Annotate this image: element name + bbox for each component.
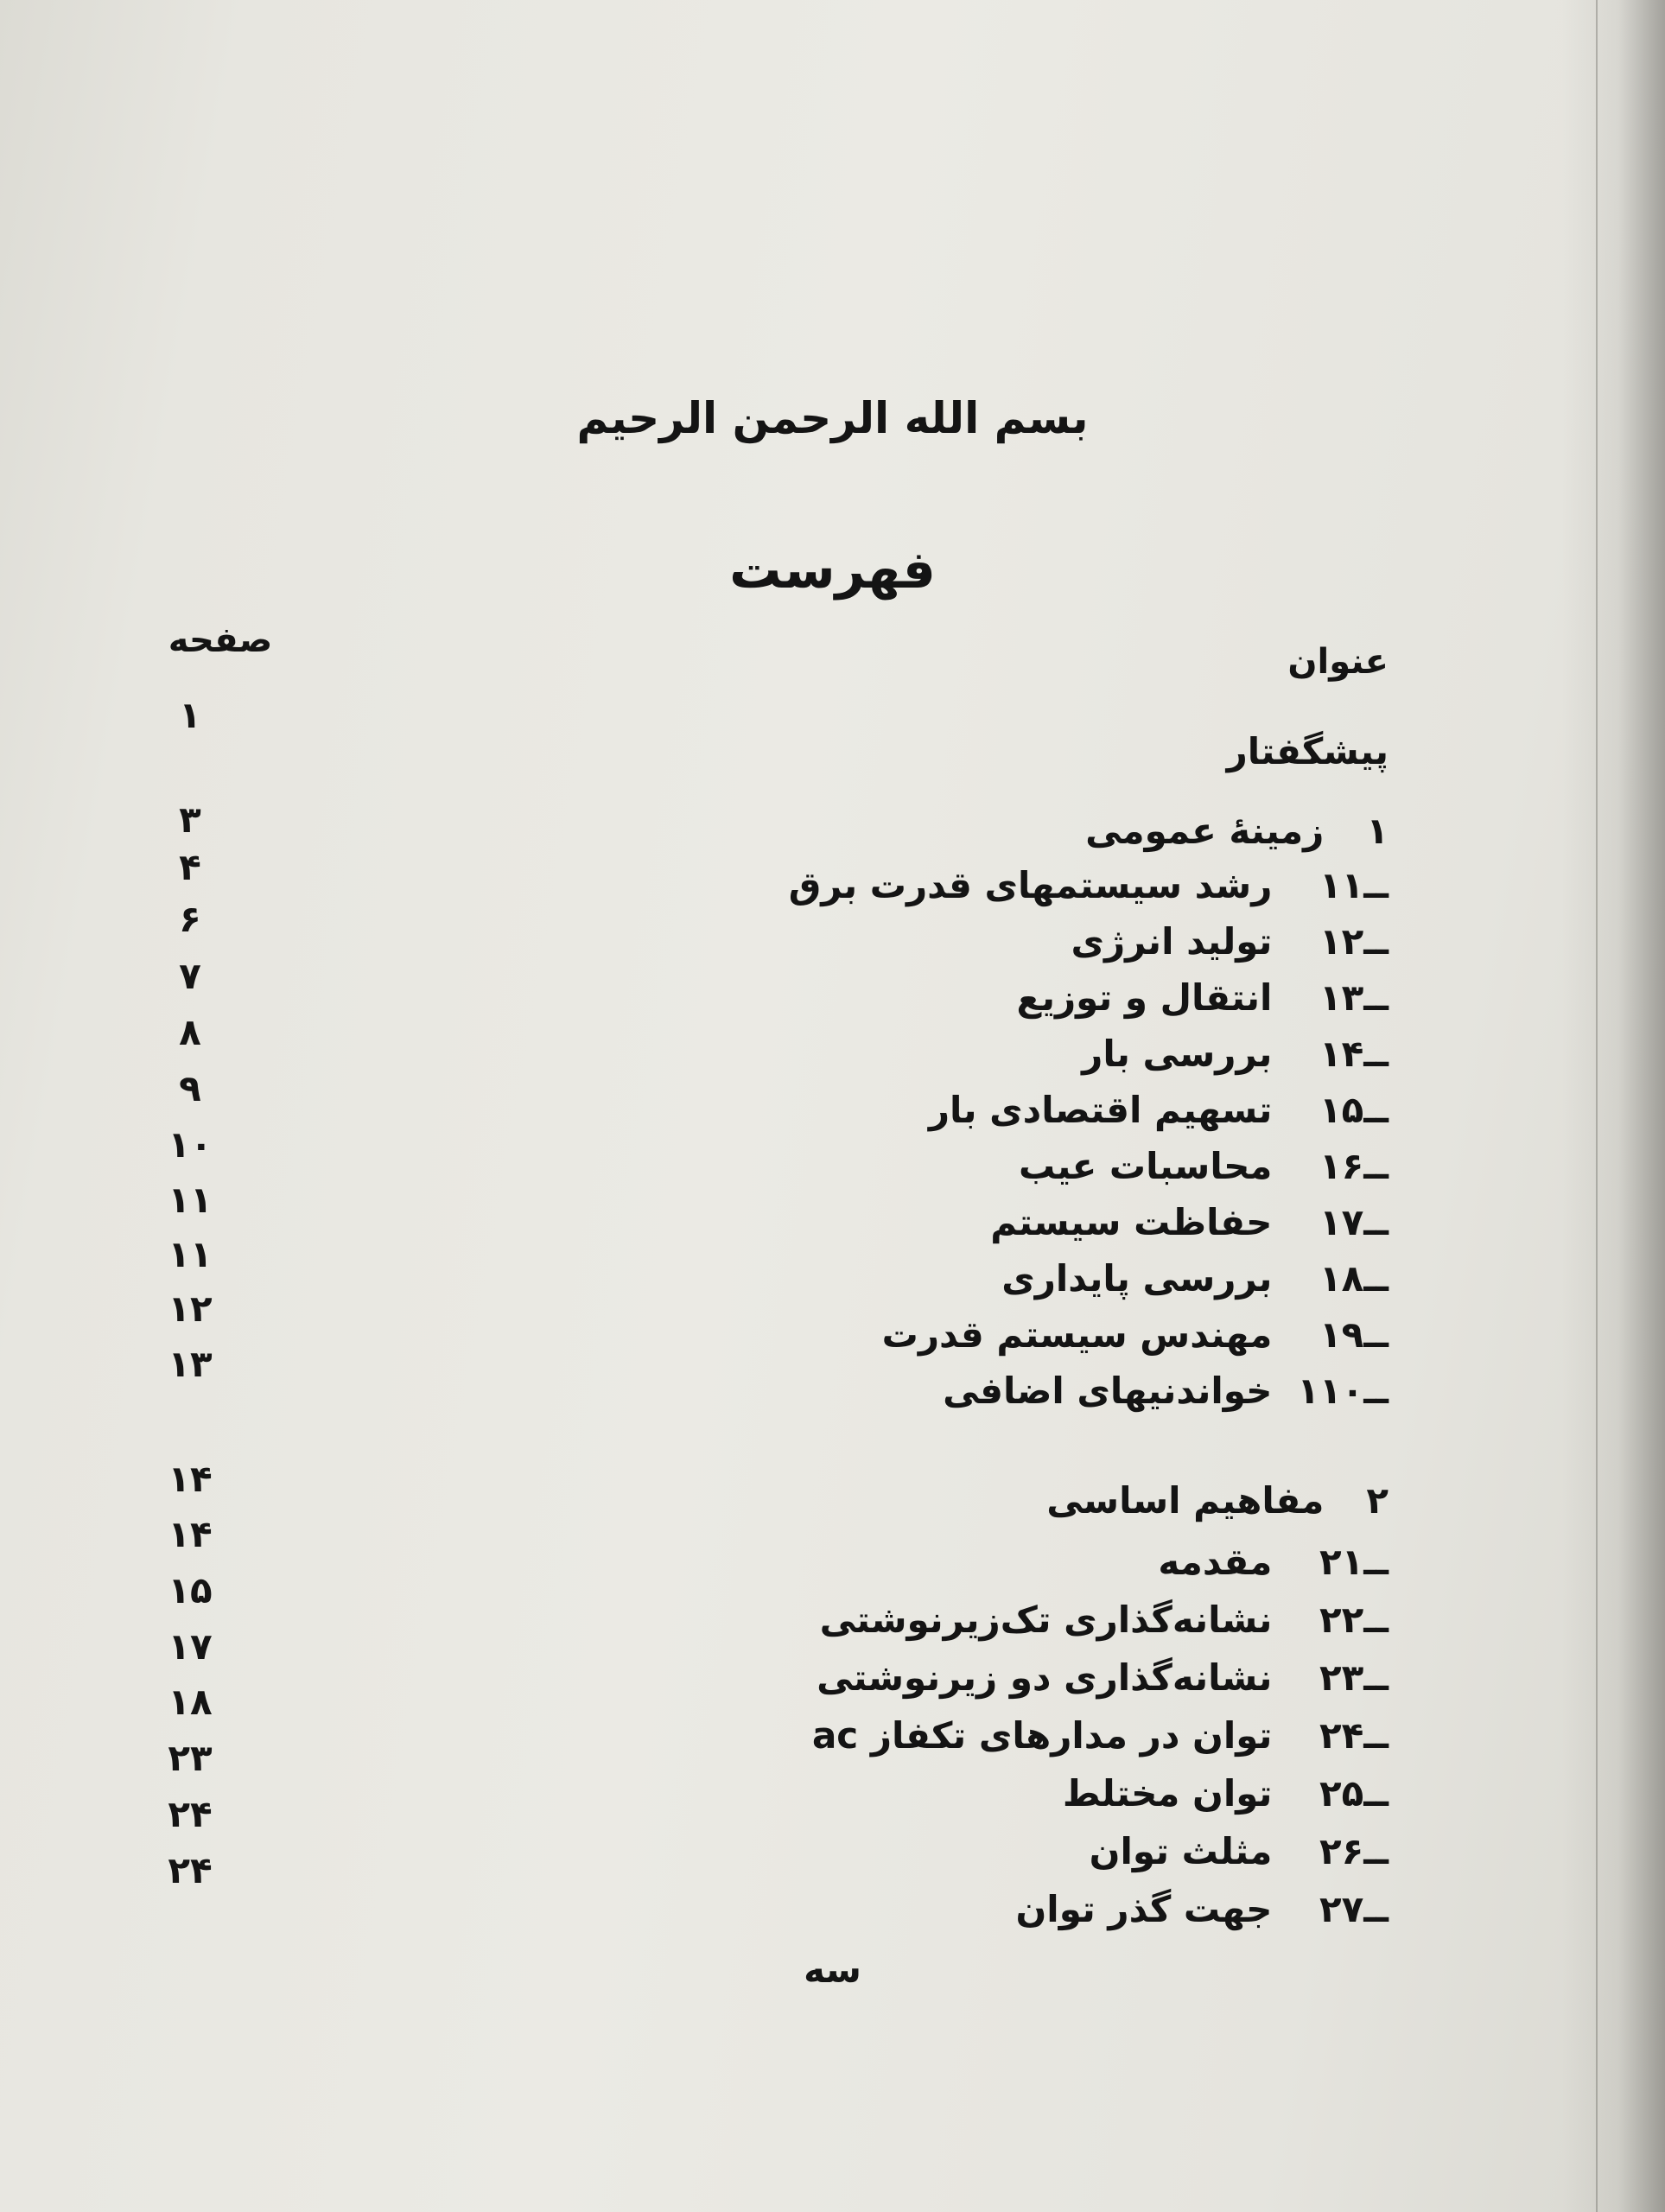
toc-entry	[929, 1083, 1389, 1138]
chapter-number: ۲	[1366, 1479, 1389, 1522]
section-number: ۱ــ۸	[1319, 1257, 1389, 1300]
section-number: ۲ــ۱	[1319, 1541, 1389, 1583]
page-edge-line	[1596, 0, 1598, 2212]
page-folio: سه	[804, 1948, 861, 1991]
section-number: ۲ــ۴	[1319, 1714, 1389, 1757]
section-number: ۱ــ۴	[1319, 1033, 1389, 1075]
section-title: توان در مدارهای تکفاز ac	[811, 1714, 1273, 1757]
section-title: بررسی پایداری	[1001, 1257, 1273, 1300]
toc-entry-title: پیشگفتار	[1226, 730, 1389, 772]
section-title: نشانه‌گذاری دو زیرنوشتی	[817, 1656, 1273, 1699]
section-title: خواندنیهای اضافی	[943, 1370, 1273, 1412]
section-number: ۲ــ۷	[1319, 1888, 1389, 1930]
section-title: انتقال و توزیع	[1016, 976, 1273, 1019]
toc-page-number: ۴	[179, 846, 201, 888]
toc-page-number: ۲۴	[168, 1793, 213, 1835]
toc-page-number: ۲۳	[168, 1737, 213, 1779]
toc-entry	[820, 1592, 1389, 1648]
section-number: ۲ــ۵	[1319, 1772, 1389, 1815]
toc-page-number: ۹	[179, 1067, 201, 1109]
bismillah-heading: بسم الله الرحمن الرحیم	[576, 393, 1089, 443]
toc-entry	[1090, 1824, 1389, 1879]
chapter-number: ۱	[1366, 810, 1389, 852]
toc-entry	[1001, 1251, 1389, 1306]
section-number: ۱ــ۷	[1319, 1201, 1389, 1243]
section-title: مهندس سیستم قدرت	[881, 1313, 1273, 1356]
toc-entry	[882, 1307, 1389, 1363]
toc-entry	[1017, 970, 1389, 1026]
toc-entry	[1063, 1766, 1389, 1821]
toc-entry	[789, 858, 1389, 913]
toc-entry	[943, 1363, 1389, 1419]
toc-page-number: ۱	[179, 694, 201, 736]
toc-page-number: ۶	[179, 898, 201, 940]
section-title: مقدمه	[1158, 1541, 1273, 1583]
page-column-header: صفحه	[168, 620, 273, 660]
toc-page-number: ۱۱	[168, 1179, 213, 1221]
toc-title: فهرست	[729, 540, 936, 601]
toc-page-number: ۱۴	[168, 1458, 213, 1500]
toc-entry	[1071, 914, 1389, 969]
section-title: مثلث توان	[1089, 1830, 1273, 1872]
toc-page-number: ۱۵	[168, 1569, 213, 1611]
section-title: تسهیم اقتصادی بار	[928, 1089, 1273, 1131]
toc-entry	[1158, 1535, 1389, 1590]
toc-page-number: ۱۸	[168, 1681, 213, 1723]
toc-page-number: ۱۰	[168, 1123, 213, 1166]
section-number: ۱ــ۳	[1319, 976, 1389, 1019]
section-number: ۱ــ۵	[1319, 1089, 1389, 1131]
toc-page-number: ۱۷	[168, 1625, 213, 1668]
toc-entry	[1019, 1139, 1389, 1194]
section-title: جهت گذر توان	[1015, 1888, 1273, 1930]
section-title: توان مختلط	[1062, 1772, 1273, 1815]
toc-entry	[812, 1708, 1389, 1764]
toc-chapter-1	[1085, 804, 1389, 859]
section-number: ۱ــ۱۰	[1297, 1370, 1389, 1412]
toc-entry	[1082, 1027, 1389, 1082]
chapter-title: مفاهیم اساسی	[1046, 1479, 1325, 1522]
section-title: رشد سیستمهای قدرت برق	[788, 864, 1273, 906]
toc-page-number: ۱۲	[168, 1287, 213, 1330]
toc-page-number: ۷	[179, 955, 201, 997]
title-column-header: عنوان	[1287, 642, 1389, 682]
toc-page-number: ۸	[179, 1011, 201, 1053]
toc-page-number: ۳	[179, 798, 201, 841]
toc-chapter-2	[1046, 1473, 1389, 1529]
section-title: نشانه‌گذاری تک‌زیرنوشتی	[819, 1599, 1273, 1641]
toc-page-number: ۲۴	[168, 1849, 213, 1891]
section-title: حفاظت سیستم	[990, 1201, 1273, 1243]
toc-entry	[1015, 1882, 1389, 1937]
toc-entry	[817, 1650, 1389, 1706]
section-title: بررسی بار	[1082, 1033, 1273, 1075]
section-number: ۲ــ۳	[1319, 1656, 1389, 1699]
section-number: ۱ــ۹	[1319, 1313, 1389, 1356]
section-title: محاسبات عیب	[1018, 1145, 1273, 1187]
chapter-title: زمینهٔ عمومی	[1085, 810, 1325, 852]
toc-page-number: ۱۳	[168, 1343, 213, 1385]
section-title: تولید انرژی	[1071, 920, 1273, 963]
section-number: ۱ــ۲	[1319, 920, 1389, 963]
toc-page-number: ۱۴	[168, 1513, 213, 1555]
section-number: ۲ــ۶	[1319, 1830, 1389, 1872]
section-number: ۲ــ۲	[1319, 1599, 1389, 1641]
toc-entry-preface	[1227, 724, 1389, 779]
toc-entry	[990, 1195, 1389, 1250]
page-gutter-shadow	[1561, 0, 1665, 2212]
toc-page-number: ۱۱	[168, 1233, 213, 1275]
section-number: ۱ــ۱	[1319, 864, 1389, 906]
section-number: ۱ــ۶	[1319, 1145, 1389, 1187]
